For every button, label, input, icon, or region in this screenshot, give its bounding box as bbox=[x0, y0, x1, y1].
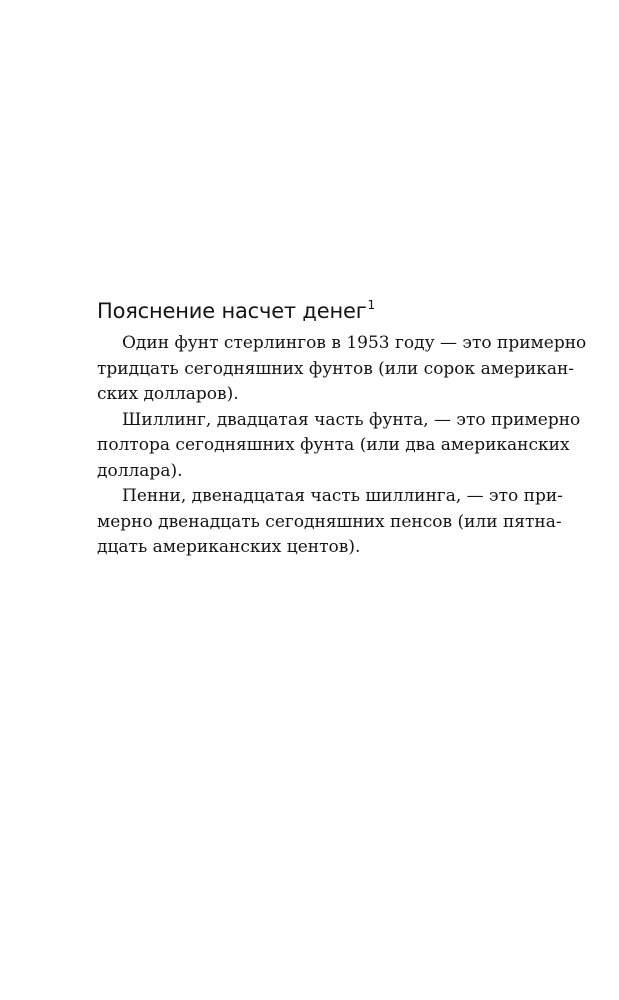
text-line: Пенни, двенадцатая часть шиллинга, — это при- bbox=[122, 486, 563, 506]
text-line: тридцать сегодняшних фунтов (или сорок американ- bbox=[97, 358, 575, 379]
section-heading bbox=[97, 291, 375, 325]
body-text bbox=[97, 331, 587, 561]
text-line: полтора сегодняшних фунта (или два американских bbox=[97, 435, 570, 455]
paragraph-penny bbox=[97, 484, 563, 561]
paragraph-pound bbox=[97, 331, 587, 408]
text-line: мерно двенадцать сегодняшних пенсов (или пятна- bbox=[97, 511, 562, 532]
text-line: доллара). bbox=[97, 460, 183, 481]
footnote-mark: 1 bbox=[367, 298, 375, 312]
paragraph-shilling bbox=[97, 408, 581, 485]
text-line: Шиллинг, двадцатая часть фунта, — это примерно bbox=[122, 409, 581, 430]
text-line: дцать американских центов). bbox=[97, 537, 361, 557]
heading-title: Пояснение насчет денег bbox=[97, 299, 367, 323]
text-line: ских долларов). bbox=[97, 384, 239, 404]
text-line: Один фунт стерлингов в 1953 году — это примерно bbox=[122, 333, 587, 353]
